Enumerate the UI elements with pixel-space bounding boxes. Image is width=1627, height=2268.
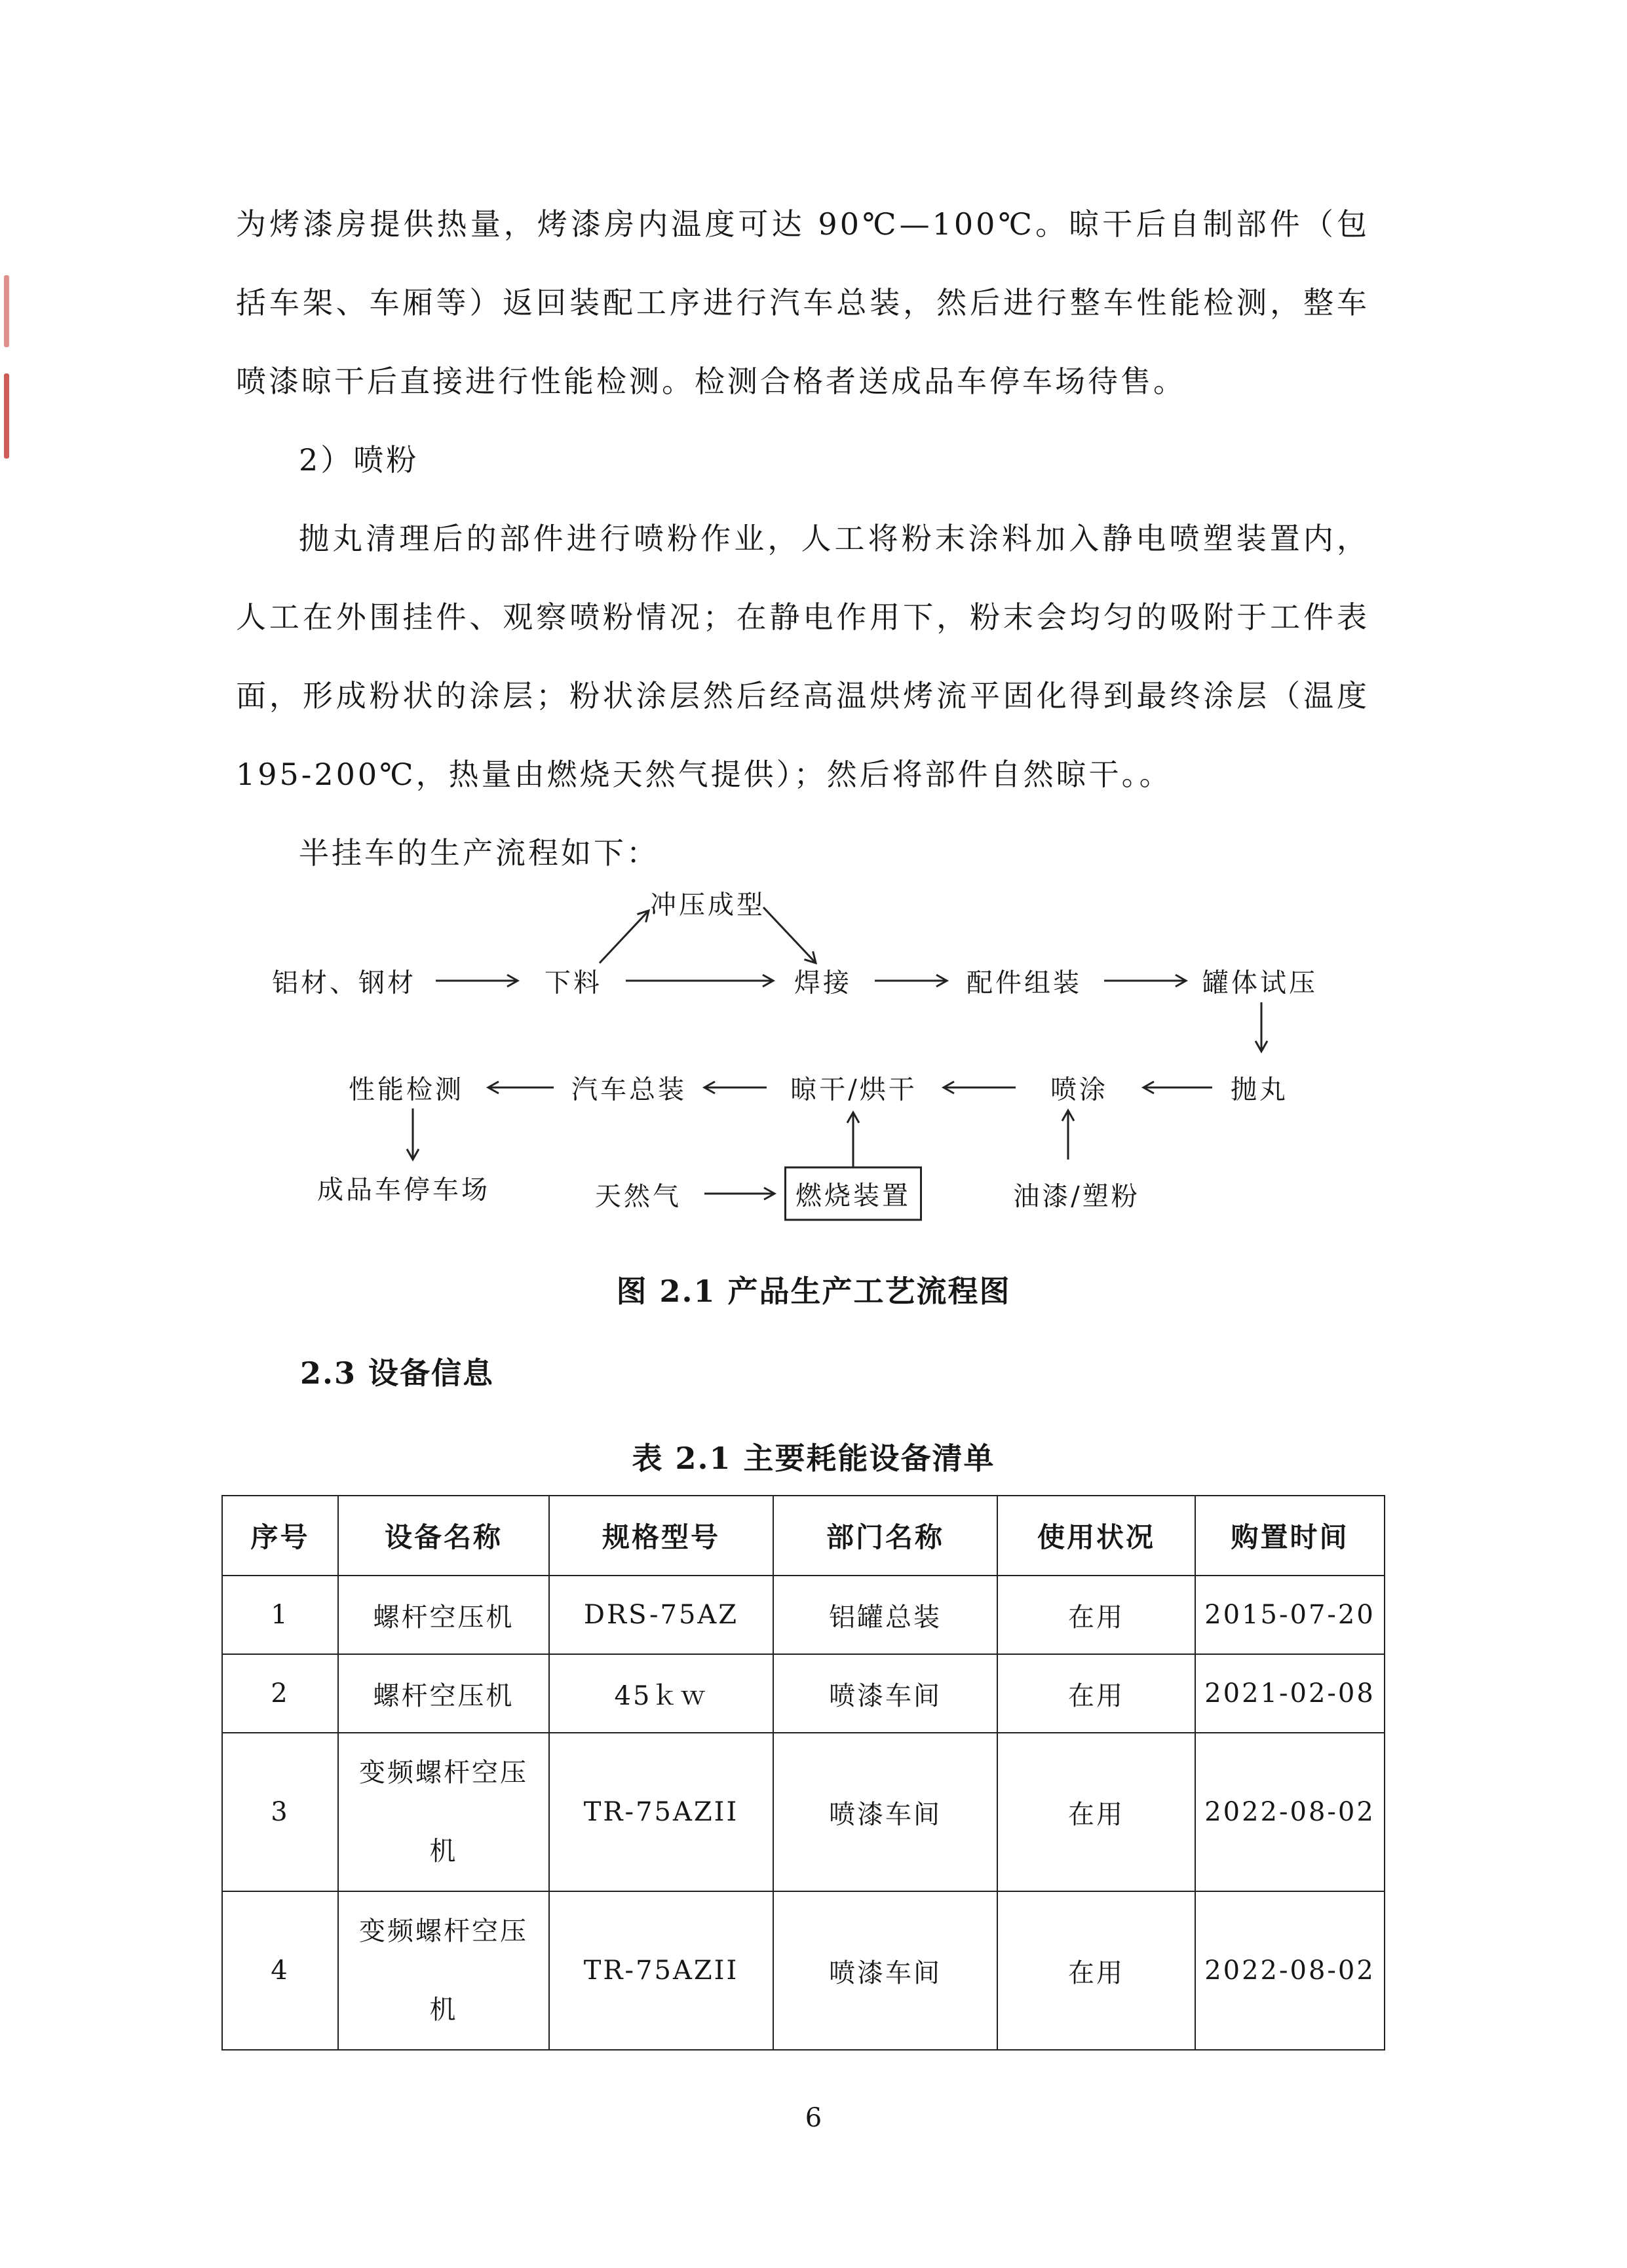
paragraph-2: 抛丸清理后的部件进行喷粉作业，人工将粉末涂料加入静电喷塑装置内，人工在外围挂件、观察喷粉情况；在静电作用下，粉末会均匀的吸附于工件表面，形成粉状的涂层；粉状涂层然后经高温烘烤流平固化得到最终涂层（温度 195-200℃，热量由燃烧天然气提供）；然后将部件自然晾干。。 bbox=[236, 521, 1369, 792]
header-cell: 使用状况 bbox=[997, 1496, 1195, 1576]
table-caption: 表 2.1 主要耗能设备清单 bbox=[632, 1441, 995, 1476]
subheading-powder-spray: 2）喷粉 bbox=[299, 442, 419, 478]
header-cell: 序号 bbox=[222, 1496, 338, 1576]
flow-node-spray: 喷涂 bbox=[1050, 1074, 1108, 1105]
table-cell: TR-75AZII bbox=[549, 1891, 773, 2050]
paragraph-1: 为烤漆房提供热量，烤漆房内温度可达 90℃—100℃。晾干后自制部件（包括车架、车厢等）返回装配工序进行汽车总装，然后进行整车性能检测，整车喷漆晾干后直接进行性能检测。检测合格者送成品车停车场待售。 bbox=[236, 206, 1369, 399]
flow-node-final-assembly: 汽车总装 bbox=[571, 1074, 687, 1105]
flow-node-cutting: 下料 bbox=[545, 968, 602, 998]
table-cell: 喷漆车间 bbox=[773, 1891, 997, 2050]
section-heading: 2.3 设备信息 bbox=[300, 1355, 495, 1391]
scan-mark bbox=[4, 275, 9, 347]
page-number: 6 bbox=[805, 2103, 822, 2133]
table-cell: 2021-02-08 bbox=[1195, 1654, 1385, 1733]
header-cell: 部门名称 bbox=[773, 1496, 997, 1576]
table-cell: 在用 bbox=[997, 1733, 1195, 1891]
table-cell: 2015-07-20 bbox=[1195, 1576, 1385, 1654]
table-cell: 变频螺杆空压机 bbox=[338, 1891, 549, 2050]
flow-node-drying: 晾干/烘干 bbox=[790, 1074, 917, 1105]
table-cell: TR-75AZII bbox=[549, 1733, 773, 1891]
table-cell: 4 bbox=[222, 1891, 338, 2050]
flow-node-paint-powder: 油漆/塑粉 bbox=[1013, 1181, 1140, 1212]
table-cell: 2 bbox=[222, 1654, 338, 1733]
table-cell: 2022-08-02 bbox=[1195, 1891, 1385, 2050]
table-cell: 在用 bbox=[997, 1576, 1195, 1654]
table-cell: 在用 bbox=[997, 1654, 1195, 1733]
header-cell: 设备名称 bbox=[338, 1496, 549, 1576]
flow-node-performance-test: 性能检测 bbox=[349, 1074, 464, 1105]
scan-mark bbox=[4, 373, 9, 459]
arrow-cutting-stamping bbox=[600, 911, 649, 963]
table-cell: 喷漆车间 bbox=[773, 1654, 997, 1733]
table-cell: 45ｋｗ bbox=[549, 1654, 773, 1733]
table-cell: 3 bbox=[222, 1733, 338, 1891]
table-row bbox=[222, 1576, 1385, 1654]
equipment-table bbox=[221, 1495, 1385, 2051]
flow-node-parts-assembly: 配件组装 bbox=[967, 968, 1082, 998]
flow-node-burner: 燃烧装置 bbox=[784, 1167, 922, 1221]
flow-node-welding: 焊接 bbox=[794, 968, 852, 998]
flow-node-natural-gas: 天然气 bbox=[595, 1181, 681, 1212]
flow-node-shot-blast: 抛丸 bbox=[1231, 1074, 1288, 1105]
table-header-row bbox=[222, 1496, 1385, 1576]
table-cell: 在用 bbox=[997, 1891, 1195, 2050]
flow-node-stamping: 冲压成型 bbox=[650, 890, 765, 920]
table-cell: 螺杆空压机 bbox=[338, 1576, 549, 1654]
table-row bbox=[222, 1733, 1385, 1891]
paragraph-3: 半挂车的生产流程如下： bbox=[299, 835, 659, 871]
table-cell: DRS-75AZ bbox=[549, 1576, 773, 1654]
arrow-stamping-welding bbox=[763, 907, 816, 963]
table-cell: 螺杆空压机 bbox=[338, 1654, 549, 1733]
table-row bbox=[222, 1891, 1385, 2050]
header-cell: 规格型号 bbox=[549, 1496, 773, 1576]
process-flowchart bbox=[223, 871, 1376, 1238]
header-cell: 购置时间 bbox=[1195, 1496, 1385, 1576]
table-cell: 变频螺杆空压机 bbox=[338, 1733, 549, 1891]
figure-caption: 图 2.1 产品生产工艺流程图 bbox=[616, 1274, 1011, 1309]
table-cell: 喷漆车间 bbox=[773, 1733, 997, 1891]
flow-node-materials: 铝材、钢材 bbox=[272, 968, 416, 998]
table-cell: 铝罐总装 bbox=[773, 1576, 997, 1654]
flow-node-tank-test: 罐体试压 bbox=[1202, 968, 1318, 998]
table-row bbox=[222, 1654, 1385, 1733]
table-cell: 1 bbox=[222, 1576, 338, 1654]
table-cell: 2022-08-02 bbox=[1195, 1733, 1385, 1891]
flow-node-parking: 成品车停车场 bbox=[317, 1175, 490, 1205]
